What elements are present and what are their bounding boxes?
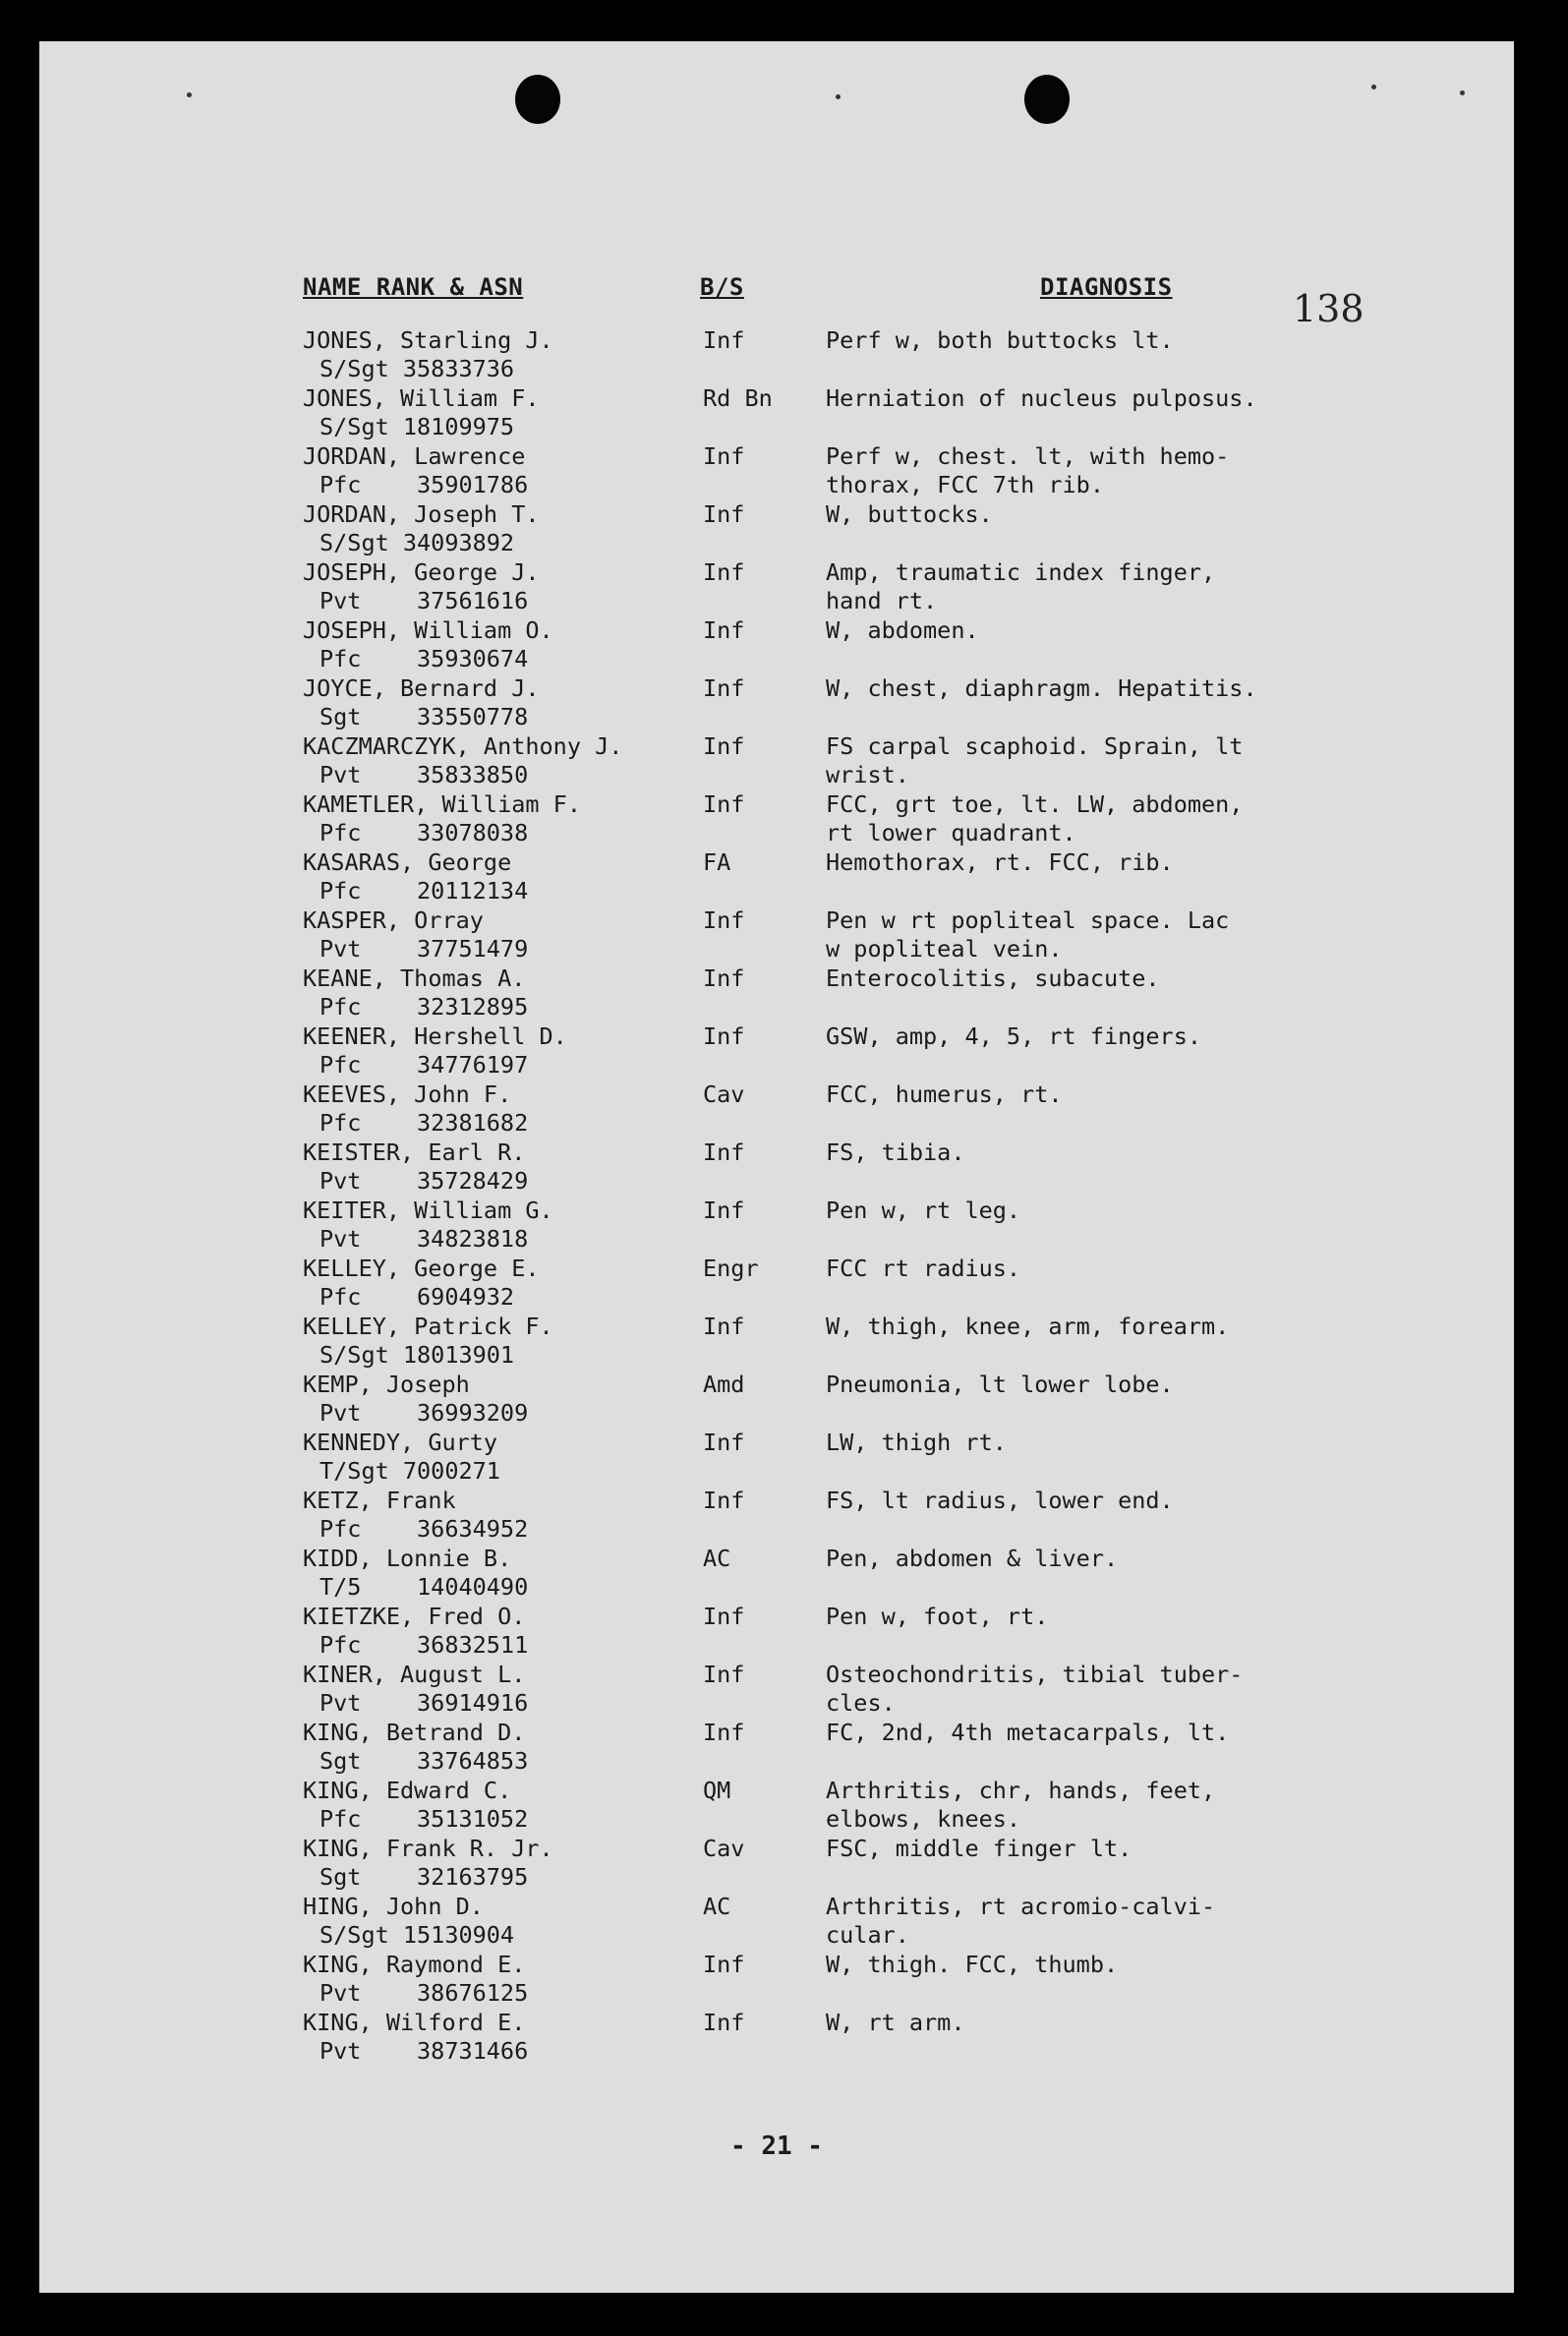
- soldier-name: KINER, August L.: [303, 1661, 526, 1688]
- diagnosis-line-1: Perf w, both buttocks lt.: [826, 326, 1174, 354]
- diagnosis-line-1: W, abdomen.: [826, 616, 979, 644]
- list-item: [39, 616, 1514, 674]
- diagnosis-line-1: Amp, traumatic index finger,: [826, 558, 1216, 586]
- soldier-name: JONES, Starling J.: [303, 326, 553, 354]
- diagnosis-line-1: FS, tibia.: [826, 1139, 965, 1166]
- diagnosis-line-1: FCC, grt toe, lt. LW, abdomen,: [826, 790, 1244, 818]
- soldier-name: KACZMARCZYK, Anthony J.: [303, 732, 623, 760]
- branch-of-service: FA: [703, 848, 731, 876]
- diagnosis-line-2: thorax, FCC 7th rib.: [826, 471, 1104, 498]
- rank-asn: Pvt 36914916: [319, 1689, 529, 1717]
- rank-asn: Pfc 35901786: [319, 471, 529, 498]
- branch-of-service: Inf: [703, 906, 745, 934]
- soldier-name: JONES, William F.: [303, 384, 540, 412]
- branch-of-service: Inf: [703, 326, 745, 354]
- diagnosis-line-1: Pen w rt popliteal space. Lac: [826, 906, 1230, 934]
- diagnosis-line-1: Arthritis, rt acromio-calvi-: [826, 1893, 1216, 1920]
- list-item: [39, 1197, 1514, 1255]
- branch-of-service: Rd Bn: [703, 384, 773, 412]
- diagnosis-line-1: Pen w, rt leg.: [826, 1197, 1021, 1224]
- diagnosis-line-2: hand rt.: [826, 587, 938, 614]
- diagnosis-line-1: W, thigh, knee, arm, forearm.: [826, 1313, 1230, 1340]
- diagnosis-line-1: Pen, abdomen & liver.: [826, 1545, 1119, 1572]
- list-item: [39, 384, 1514, 442]
- soldier-name: KEMP, Joseph: [303, 1371, 470, 1398]
- list-item: [39, 790, 1514, 848]
- branch-of-service: AC: [703, 1545, 731, 1572]
- diagnosis-line-1: Arthritis, chr, hands, feet,: [826, 1777, 1216, 1804]
- branch-of-service: QM: [703, 1777, 731, 1804]
- diagnosis-line-2: w popliteal vein.: [826, 935, 1063, 963]
- rank-asn: Pvt 36993209: [319, 1399, 529, 1427]
- punch-hole-right: [1024, 75, 1070, 124]
- branch-of-service: Inf: [703, 558, 745, 586]
- punch-hole-left: [515, 75, 560, 124]
- diagnosis-line-1: W, buttocks.: [826, 500, 993, 528]
- rank-asn: Pfc 33078038: [319, 819, 529, 847]
- diagnosis-line-2: cular.: [826, 1921, 909, 1949]
- list-item: [39, 1951, 1514, 2009]
- list-item: [39, 1545, 1514, 1603]
- branch-of-service: Inf: [703, 1313, 745, 1340]
- paper-speck: [1460, 90, 1465, 95]
- branch-of-service: Inf: [703, 2009, 745, 2036]
- list-item: [39, 1429, 1514, 1487]
- diagnosis-line-1: W, thigh. FCC, thumb.: [826, 1951, 1119, 1978]
- branch-of-service: Inf: [703, 442, 745, 470]
- rank-asn: Pvt 38676125: [319, 1979, 529, 2007]
- list-item: [39, 1139, 1514, 1197]
- diagnosis-line-2: elbows, knees.: [826, 1805, 1021, 1833]
- column-header-bs: B/S: [700, 273, 744, 301]
- list-item: [39, 1022, 1514, 1080]
- rank-asn: Pvt 34823818: [319, 1225, 529, 1253]
- branch-of-service: Inf: [703, 1487, 745, 1514]
- rank-asn: Pvt 35728429: [319, 1167, 529, 1195]
- list-item: [39, 1661, 1514, 1719]
- rank-asn: Pvt 38731466: [319, 2037, 529, 2065]
- diagnosis-line-1: FCC rt radius.: [826, 1255, 1021, 1282]
- diagnosis-line-2: wrist.: [826, 761, 909, 788]
- page-footer: - 21 -: [730, 2132, 823, 2161]
- rank-asn: Pvt 35833850: [319, 761, 529, 788]
- branch-of-service: Cav: [703, 1080, 745, 1108]
- branch-of-service: Inf: [703, 1661, 745, 1688]
- list-item: [39, 906, 1514, 964]
- paper-speck: [1371, 85, 1376, 89]
- rank-asn: Pfc 35131052: [319, 1805, 529, 1833]
- diagnosis-line-2: cles.: [826, 1689, 896, 1717]
- diagnosis-line-1: FCC, humerus, rt.: [826, 1080, 1063, 1108]
- soldier-name: KENNEDY, Gurty: [303, 1429, 498, 1456]
- column-header-diagnosis: DIAGNOSIS: [1040, 273, 1173, 301]
- soldier-name: KELLEY, Patrick F.: [303, 1313, 553, 1340]
- soldier-name: JOSEPH, William O.: [303, 616, 553, 644]
- branch-of-service: Inf: [703, 1197, 745, 1224]
- diagnosis-line-1: Osteochondritis, tibial tuber-: [826, 1661, 1244, 1688]
- branch-of-service: Inf: [703, 500, 745, 528]
- rank-asn: Pfc 32381682: [319, 1109, 529, 1137]
- column-header-name: NAME RANK & ASN: [303, 273, 524, 301]
- soldier-name: JORDAN, Joseph T.: [303, 500, 540, 528]
- paper-speck: [836, 94, 841, 99]
- branch-of-service: Inf: [703, 1719, 745, 1746]
- soldier-name: KETZ, Frank: [303, 1487, 456, 1514]
- soldier-name: KIETZKE, Fred O.: [303, 1603, 526, 1630]
- branch-of-service: Inf: [703, 616, 745, 644]
- diagnosis-line-1: Herniation of nucleus pulposus.: [826, 384, 1257, 412]
- rank-asn: Pfc 36832511: [319, 1631, 529, 1659]
- soldier-name: KING, Edward C.: [303, 1777, 512, 1804]
- rank-asn: S/Sgt 34093892: [319, 529, 515, 556]
- rank-asn: Pvt 37751479: [319, 935, 529, 963]
- diagnosis-line-2: rt lower quadrant.: [826, 819, 1076, 847]
- diagnosis-line-1: FS, lt radius, lower end.: [826, 1487, 1174, 1514]
- branch-of-service: Inf: [703, 674, 745, 702]
- diagnosis-line-1: GSW, amp, 4, 5, rt fingers.: [826, 1022, 1202, 1050]
- branch-of-service: Inf: [703, 790, 745, 818]
- list-item: [39, 1255, 1514, 1313]
- page-number: 138: [1293, 287, 1365, 330]
- list-item: [39, 1719, 1514, 1777]
- soldier-name: KEEVES, John F.: [303, 1080, 512, 1108]
- list-item: [39, 674, 1514, 732]
- rank-asn: T/5 14040490: [319, 1573, 529, 1601]
- branch-of-service: Amd: [703, 1371, 745, 1398]
- diagnosis-line-1: W, chest, diaphragm. Hepatitis.: [826, 674, 1257, 702]
- soldier-name: KIDD, Lonnie B.: [303, 1545, 512, 1572]
- rank-asn: Pfc 36634952: [319, 1515, 529, 1543]
- rank-asn: Pvt 37561616: [319, 587, 529, 614]
- diagnosis-line-1: Pen w, foot, rt.: [826, 1603, 1049, 1630]
- diagnosis-line-1: FC, 2nd, 4th metacarpals, lt.: [826, 1719, 1230, 1746]
- diagnosis-line-1: Enterocolitis, subacute.: [826, 964, 1160, 992]
- rank-asn: S/Sgt 35833736: [319, 355, 515, 382]
- list-item: [39, 1313, 1514, 1371]
- rank-asn: S/Sgt 15130904: [319, 1921, 515, 1949]
- soldier-name: KASARAS, George: [303, 848, 512, 876]
- list-item: [39, 326, 1514, 384]
- branch-of-service: Engr: [703, 1255, 759, 1282]
- rank-asn: Sgt 32163795: [319, 1863, 529, 1891]
- list-item: [39, 1487, 1514, 1545]
- rank-asn: Pfc 34776197: [319, 1051, 529, 1079]
- soldier-name: JOSEPH, George J.: [303, 558, 540, 586]
- paper-speck: [187, 92, 192, 97]
- diagnosis-line-1: W, rt arm.: [826, 2009, 965, 2036]
- branch-of-service: Inf: [703, 732, 745, 760]
- soldier-name: KING, Betrand D.: [303, 1719, 526, 1746]
- document-page: [39, 41, 1514, 2293]
- soldier-name: KAMETLER, William F.: [303, 790, 581, 818]
- rank-asn: Pfc 20112134: [319, 877, 529, 905]
- soldier-name: KEANE, Thomas A.: [303, 964, 526, 992]
- soldier-name: KING, Wilford E.: [303, 2009, 526, 2036]
- diagnosis-line-1: Perf w, chest. lt, with hemo-: [826, 442, 1230, 470]
- rank-asn: Sgt 33764853: [319, 1747, 529, 1775]
- branch-of-service: Inf: [703, 964, 745, 992]
- diagnosis-line-1: FS carpal scaphoid. Sprain, lt: [826, 732, 1244, 760]
- branch-of-service: AC: [703, 1893, 731, 1920]
- diagnosis-line-1: LW, thigh rt.: [826, 1429, 1007, 1456]
- rank-asn: Pfc 6904932: [319, 1283, 515, 1311]
- soldier-name: HING, John D.: [303, 1893, 484, 1920]
- soldier-name: KELLEY, George E.: [303, 1255, 540, 1282]
- soldier-name: KING, Frank R. Jr.: [303, 1835, 553, 1862]
- soldier-name: KING, Raymond E.: [303, 1951, 526, 1978]
- list-item: [39, 442, 1514, 500]
- diagnosis-line-1: Hemothorax, rt. FCC, rib.: [826, 848, 1174, 876]
- rank-asn: S/Sgt 18109975: [319, 413, 515, 440]
- list-item: [39, 2009, 1514, 2067]
- list-item: [39, 500, 1514, 558]
- diagnosis-line-1: Pneumonia, lt lower lobe.: [826, 1371, 1174, 1398]
- rank-asn: T/Sgt 7000271: [319, 1457, 500, 1485]
- branch-of-service: Inf: [703, 1022, 745, 1050]
- list-item: [39, 964, 1514, 1022]
- soldier-name: KEITER, William G.: [303, 1197, 553, 1224]
- branch-of-service: Inf: [703, 1429, 745, 1456]
- soldier-name: KASPER, Orray: [303, 906, 484, 934]
- soldier-name: KEENER, Hershell D.: [303, 1022, 567, 1050]
- soldier-name: JOYCE, Bernard J.: [303, 674, 540, 702]
- branch-of-service: Cav: [703, 1835, 745, 1862]
- diagnosis-line-1: FSC, middle finger lt.: [826, 1835, 1132, 1862]
- branch-of-service: Inf: [703, 1139, 745, 1166]
- rank-asn: S/Sgt 18013901: [319, 1341, 515, 1369]
- soldier-name: KEISTER, Earl R.: [303, 1139, 526, 1166]
- branch-of-service: Inf: [703, 1951, 745, 1978]
- list-item: [39, 848, 1514, 906]
- list-item: [39, 732, 1514, 790]
- list-item: [39, 1603, 1514, 1661]
- list-item: [39, 1371, 1514, 1429]
- list-item: [39, 1835, 1514, 1893]
- soldier-name: JORDAN, Lawrence: [303, 442, 526, 470]
- list-item: [39, 1080, 1514, 1139]
- rank-asn: Pfc 32312895: [319, 993, 529, 1021]
- rank-asn: Pfc 35930674: [319, 645, 529, 672]
- list-item: [39, 1777, 1514, 1835]
- casualty-list: [39, 326, 1514, 2067]
- branch-of-service: Inf: [703, 1603, 745, 1630]
- list-item: [39, 1893, 1514, 1951]
- list-item: [39, 558, 1514, 616]
- rank-asn: Sgt 33550778: [319, 703, 529, 730]
